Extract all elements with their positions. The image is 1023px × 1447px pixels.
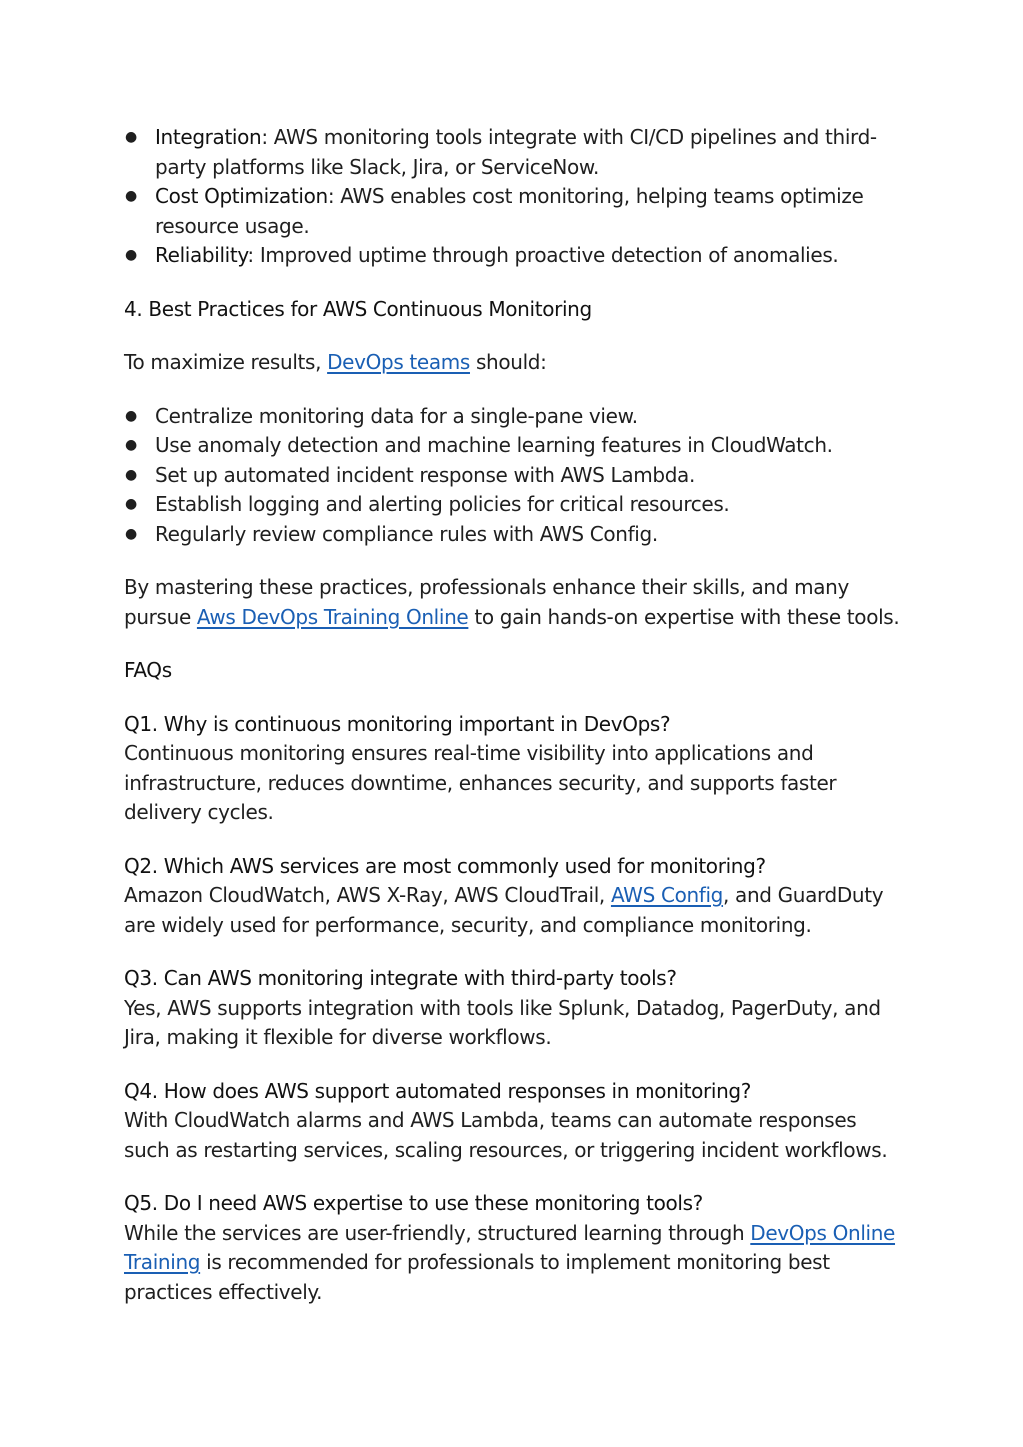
- faq-answer: Continuous monitoring ensures real-time visibility into applications and infrastructure, reduces downtime, enhances security, and supports faster delivery cycles.: [124, 741, 837, 824]
- bullet-icon: ●: [125, 437, 137, 453]
- aws-config-link[interactable]: AWS Config: [610, 883, 724, 907]
- list-item-text: Regularly review compliance rules with AWS Config.: [155, 521, 658, 546]
- answer-text: While the services are user-friendly, structured learning through: [124, 1220, 751, 1245]
- faq-question: Q2. Which AWS services are most commonly used for monitoring?: [124, 853, 766, 878]
- closing-text: to gain hands-on expertise with these tools.: [468, 604, 900, 629]
- list-item: [124, 490, 904, 520]
- bullet-term: Integration: [155, 125, 262, 149]
- bullet-icon: ●: [125, 129, 137, 145]
- list-item: [124, 520, 904, 550]
- bullet-icon: ●: [125, 407, 137, 424]
- bullet-text: : AWS monitoring tools integrate with CI/CD pipelines and third-party platforms like Slack, Jira, or ServiceNow.: [155, 125, 877, 179]
- devops-online-training-link[interactable]: DevOps Online Training: [124, 1220, 896, 1274]
- list-item-text: Establish logging and alerting policies for critical resources.: [155, 492, 730, 516]
- bullet-text: : AWS enables cost monitoring, helping teams optimize resource usage.: [155, 184, 864, 238]
- closing-text: By mastering these practices, professionals enhance their skills, and many pursue: [124, 575, 849, 629]
- bullet-icon: ●: [125, 525, 137, 542]
- list-item: [124, 431, 904, 461]
- closing-paragraph: [124, 573, 904, 632]
- list-item-text: Use anomaly detection and machine learning features in CloudWatch.: [155, 433, 833, 457]
- devops-teams-link[interactable]: DevOps teams: [327, 350, 470, 374]
- list-item: [124, 123, 904, 182]
- intro-text: To maximize results,: [124, 350, 328, 374]
- bullet-term: Reliability: [155, 243, 248, 267]
- faq-question: Q1. Why is continuous monitoring important in DevOps?: [124, 711, 671, 736]
- answer-text: , and GuardDuty are widely used for performance, security, and compliance monitoring.: [124, 883, 884, 937]
- faq-item: [124, 710, 904, 828]
- section-intro: [124, 348, 904, 378]
- faq-answer: Yes, AWS supports integration with tools like Splunk, Datadog, PagerDuty, and Jira, making it flexible for diverse workflows.: [124, 995, 881, 1049]
- list-item-text: Centralize monitoring data for a single-pane view.: [155, 403, 638, 428]
- answer-text: Amazon CloudWatch, AWS X-Ray, AWS CloudTrail,: [124, 883, 611, 907]
- faq-item: [124, 964, 904, 1053]
- best-practices-list: [124, 402, 904, 550]
- faqs-heading: FAQs: [124, 658, 172, 682]
- faq-item: [124, 1189, 904, 1307]
- faq-answer: With CloudWatch alarms and AWS Lambda, teams can automate responses such as restarting services, scaling resources, or triggering incident workflows.: [124, 1108, 888, 1162]
- intro-text: should:: [469, 350, 547, 374]
- list-item: [124, 461, 904, 491]
- faq-item: [124, 852, 904, 941]
- document-page: [124, 123, 904, 1307]
- intro-bullet-list: [124, 123, 904, 271]
- faq-answer: [124, 881, 904, 940]
- aws-devops-training-online-link[interactable]: Aws DevOps Training Online: [196, 604, 469, 629]
- faq-question: Q3. Can AWS monitoring integrate with third-party tools?: [124, 966, 677, 990]
- faq-question: Q4. How does AWS support automated responses in monitoring?: [124, 1078, 752, 1103]
- bullet-term: Cost Optimization: [155, 184, 328, 208]
- list-item-text: Set up automated incident response with AWS Lambda.: [155, 462, 695, 487]
- list-item: [124, 182, 904, 241]
- answer-text: is recommended for professionals to implement monitoring best practices effectively.: [124, 1250, 830, 1304]
- faq-answer: [124, 1219, 904, 1308]
- list-item: [124, 402, 904, 432]
- list-item: [124, 241, 904, 271]
- bullet-icon: ●: [125, 188, 137, 204]
- bullet-text: : Improved uptime through proactive detection of anomalies.: [247, 243, 839, 267]
- bullet-icon: ●: [125, 466, 137, 483]
- section-heading: 4. Best Practices for AWS Continuous Monitoring: [124, 296, 592, 321]
- faq-item: [124, 1077, 904, 1166]
- bullet-icon: ●: [125, 496, 137, 512]
- bullet-icon: ●: [125, 247, 137, 263]
- faq-question: Q5. Do I need AWS expertise to use these monitoring tools?: [124, 1191, 703, 1215]
